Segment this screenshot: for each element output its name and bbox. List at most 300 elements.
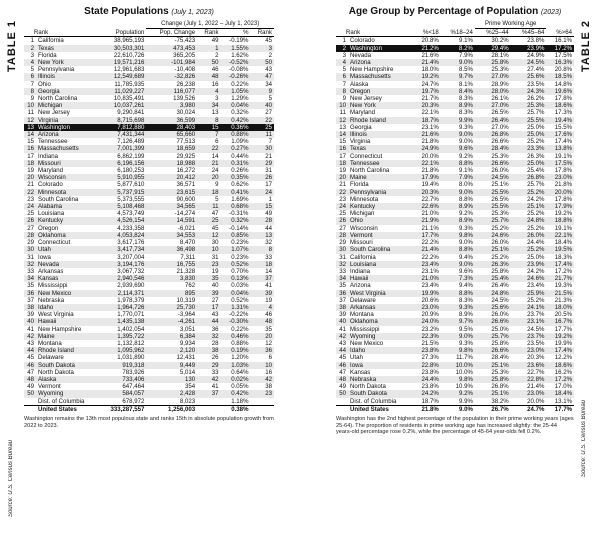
table-cell: -0.22%: [221, 311, 251, 318]
table-cell: 31: [336, 254, 348, 261]
table-cell: 10: [197, 246, 220, 253]
table1-col-percent-rank: Rank: [250, 29, 274, 37]
table-cell: 30.2%: [475, 37, 511, 45]
table-row: [24, 124, 274, 131]
table-cell: 19.2%: [546, 210, 574, 217]
table-cell: 2: [336, 45, 348, 52]
table-cell: 1.09%: [221, 138, 251, 145]
table-cell: 16.2%: [546, 369, 574, 376]
table-cell: 25.2%: [511, 189, 547, 196]
table-cell: 5: [250, 95, 274, 102]
table-cell: 4,526,154: [99, 217, 146, 224]
table-row: [336, 174, 574, 181]
table-cell: 9: [336, 95, 348, 102]
table-cell: 9.3%: [441, 124, 475, 131]
table1-note: Washington remains the 13th most populous state and ranks 15th in absolute population growth from 2022 to 2023.: [24, 415, 274, 429]
table2-col-rank: Rank: [336, 29, 413, 37]
table-row: [24, 167, 274, 174]
table-cell: 24.4%: [511, 239, 547, 246]
table-cell: 9.7%: [441, 73, 475, 80]
table-cell: 40: [336, 318, 348, 325]
table-cell: Arizona: [348, 59, 413, 66]
table-cell: Iowa: [348, 362, 413, 369]
table-cell: 42: [24, 333, 36, 340]
table-cell: 26.5%: [475, 109, 511, 116]
table-cell: 17: [250, 181, 274, 188]
table-cell: 14: [197, 153, 220, 160]
table-row: [336, 254, 574, 261]
table-cell: 4: [336, 59, 348, 66]
table-cell: [336, 398, 348, 406]
table-cell: New Jersey: [348, 95, 413, 102]
table-cell: 9.2%: [441, 210, 475, 217]
table-cell: 23: [197, 261, 220, 268]
table-cell: 19: [24, 167, 36, 174]
table-cell: 24.5%: [475, 174, 511, 181]
table-row: [24, 81, 274, 88]
table-cell: 16.1%: [546, 37, 574, 45]
table-cell: 4: [250, 304, 274, 311]
table-cell: 17.7%: [546, 326, 574, 333]
table-cell: Georgia: [36, 88, 99, 95]
table-cell: 139,526: [146, 95, 197, 102]
table-cell: 24.0%: [413, 318, 441, 325]
table-cell: 33: [197, 369, 220, 376]
table-cell: 3: [250, 45, 274, 52]
table-cell: 24.9%: [511, 52, 547, 59]
table-cell: 22.2%: [413, 254, 441, 261]
table-cell: 29.4%: [475, 45, 511, 52]
table-cell: Hawaii: [36, 318, 99, 325]
table1-col-rank: Rank: [24, 29, 99, 37]
table-cell: Tennessee: [348, 160, 413, 167]
table-cell: Hawaii: [348, 275, 413, 282]
table-cell: Tennessee: [36, 138, 99, 145]
table-cell: Kentucky: [348, 203, 413, 210]
table-cell: Pennsylvania: [36, 66, 99, 73]
table-cell: Wyoming: [36, 390, 99, 397]
table-cell: West Virginia: [348, 290, 413, 297]
table-cell: 37: [250, 275, 274, 282]
table-cell: 20.8%: [413, 37, 441, 45]
table-cell: New York: [36, 59, 99, 66]
table-cell: 15: [24, 138, 36, 145]
table-cell: 43: [24, 340, 36, 347]
table-cell: -0.08%: [221, 66, 251, 73]
table-cell: 333,287,557: [99, 405, 146, 413]
table-cell: Maryland: [348, 109, 413, 116]
table-cell: 26.4%: [475, 282, 511, 289]
table-cell: 24.5%: [475, 297, 511, 304]
table-cell: 18: [336, 160, 348, 167]
table-cell: 40: [250, 102, 274, 109]
table-cell: 13: [336, 124, 348, 131]
table-cell: 19.6%: [546, 88, 574, 95]
table-cell: 33: [250, 254, 274, 261]
table-cell: 23.0%: [511, 390, 547, 397]
table-cell: 26.7%: [475, 405, 511, 413]
table-cell: 9.6%: [441, 268, 475, 275]
table-cell: 19.1%: [546, 153, 574, 160]
table-cell: 3,051: [146, 326, 197, 333]
table-cell: 25.1%: [475, 246, 511, 253]
table-cell: 16: [197, 81, 220, 88]
table-row: [24, 340, 274, 347]
table-cell: 647,464: [99, 383, 146, 390]
table2-panel: [336, 6, 574, 436]
table-cell: 17: [197, 304, 220, 311]
table-cell: -10,408: [146, 66, 197, 73]
table-cell: 17.9%: [413, 174, 441, 181]
table-cell: 26.3%: [475, 261, 511, 268]
table-cell: 365,205: [146, 52, 197, 59]
table-cell: 21.3%: [546, 297, 574, 304]
table-cell: 10: [24, 102, 36, 109]
table-cell: 21.8%: [413, 167, 441, 174]
table-cell: 8.3%: [441, 297, 475, 304]
table-row: [24, 145, 274, 152]
table-cell: 8.9%: [441, 203, 475, 210]
table-cell: 0.38%: [221, 405, 251, 413]
table-cell: 36,599: [146, 117, 197, 124]
table-cell: 3,617,176: [99, 239, 146, 246]
table-cell: 22.3%: [413, 333, 441, 340]
table-cell: 23.9%: [511, 45, 547, 52]
table-row: [336, 45, 574, 52]
table-cell: 0.32%: [221, 109, 251, 116]
table-cell: 45: [250, 37, 274, 45]
table-cell: 23: [250, 390, 274, 397]
table-cell: 22: [250, 117, 274, 124]
table-cell: 8.3%: [441, 95, 475, 102]
table-cell: 21.6%: [413, 52, 441, 59]
table-row: [336, 37, 574, 45]
table-cell: Mississippi: [36, 282, 99, 289]
table-cell: 28: [197, 340, 220, 347]
table-cell: 25: [24, 210, 36, 217]
table-cell: 12: [336, 117, 348, 124]
table-cell: 8.3%: [441, 109, 475, 116]
table-cell: 44: [250, 225, 274, 232]
table-cell: 7.9%: [441, 174, 475, 181]
table-cell: 28: [336, 232, 348, 239]
table-row: [24, 225, 274, 232]
table-cell: 1.31%: [221, 304, 251, 311]
table-cell: Texas: [348, 145, 413, 152]
table-cell: 21: [336, 181, 348, 188]
table-row: [24, 66, 274, 73]
table-cell: 9.3%: [441, 304, 475, 311]
table-cell: 48: [250, 318, 274, 325]
table-cell: 0.42%: [221, 117, 251, 124]
table-cell: 11.7%: [441, 354, 475, 361]
table-cell: 25.7%: [475, 333, 511, 340]
table-cell: 50: [197, 59, 220, 66]
table-cell: 3,417,734: [99, 246, 146, 253]
table-cell: 36,498: [146, 246, 197, 253]
table-cell: 0.22%: [221, 326, 251, 333]
table-cell: 24.9%: [413, 145, 441, 152]
table-cell: 7.9%: [441, 52, 475, 59]
table-cell: 14: [336, 131, 348, 138]
table-cell: United States: [348, 405, 413, 413]
table-cell: 4,233,358: [99, 225, 146, 232]
table-cell: 26.6%: [475, 318, 511, 325]
table-cell: 18.4%: [546, 390, 574, 397]
table-cell: 1.07%: [221, 246, 251, 253]
table-cell: 2,428: [146, 390, 197, 397]
table-cell: 30: [250, 145, 274, 152]
table-cell: 23.0%: [546, 174, 574, 181]
table-cell: 48: [197, 73, 220, 80]
table-cell: 18.4%: [546, 239, 574, 246]
table-cell: Maine: [348, 174, 413, 181]
table-row: [336, 326, 574, 333]
table2-tab-label: TABLE 2: [580, 20, 592, 73]
table-cell: 8.4%: [441, 88, 475, 95]
table-cell: 23.0%: [413, 304, 441, 311]
table-cell: 4,573,749: [99, 210, 146, 217]
table-cell: 14: [250, 268, 274, 275]
table-cell: 15.5%: [546, 124, 574, 131]
table-cell: 43: [197, 311, 220, 318]
table2-col-over64: %>64: [546, 29, 574, 37]
table-cell: Dist. of Columbia: [348, 398, 413, 406]
table-row: [24, 268, 274, 275]
table-cell: 1,978,379: [99, 297, 146, 304]
table-cell: 26.3%: [511, 153, 547, 160]
table-row: [336, 268, 574, 275]
table-cell: 41: [250, 282, 274, 289]
table-cell: [250, 398, 274, 406]
table-cell: 24.1%: [511, 304, 547, 311]
table-cell: 473,453: [146, 45, 197, 52]
table-cell: 1,132,812: [99, 340, 146, 347]
table-cell: 584,057: [99, 390, 146, 397]
table-cell: 11,029,227: [99, 88, 146, 95]
table-cell: 0.42%: [221, 390, 251, 397]
table-cell: 2,120: [146, 347, 197, 354]
table-cell: 39: [24, 311, 36, 318]
table-cell: 5,877,610: [99, 181, 146, 188]
table-cell: 65,660: [146, 131, 197, 138]
table-cell: 0.88%: [221, 131, 251, 138]
table-cell: 5,737,915: [99, 189, 146, 196]
table-cell: 22: [336, 189, 348, 196]
table-cell: 9.0%: [441, 59, 475, 66]
table-cell: 17.7%: [546, 405, 574, 413]
table-cell: 8: [250, 246, 274, 253]
table-cell: 26.0%: [475, 239, 511, 246]
table-cell: Kansas: [36, 275, 99, 282]
table-cell: 6: [24, 73, 36, 80]
table-row: [24, 354, 274, 361]
table-cell: 25.4%: [511, 167, 547, 174]
table-cell: 24: [250, 189, 274, 196]
table-cell: 31: [24, 254, 36, 261]
table1-source: Source: U.S. Census Bureau: [8, 440, 14, 518]
table-cell: 25.1%: [511, 203, 547, 210]
table-cell: Montana: [36, 340, 99, 347]
table-cell: 43: [336, 340, 348, 347]
table1-tab-label: TABLE 1: [6, 20, 18, 73]
table-cell: 24.4%: [413, 376, 441, 383]
table-cell: 21.2%: [413, 45, 441, 52]
table-row: [24, 297, 274, 304]
table-row: [336, 297, 574, 304]
table-cell: 4: [197, 88, 220, 95]
table-cell: Maine: [36, 333, 99, 340]
table-cell: 20: [24, 174, 36, 181]
table-cell: 17.2%: [546, 376, 574, 383]
table-cell: 25.6%: [475, 304, 511, 311]
table-cell: 19,571,216: [99, 59, 146, 66]
table-cell: 17.4%: [546, 138, 574, 145]
table-cell: 1.29%: [221, 95, 251, 102]
table-cell: 8,023: [146, 398, 197, 406]
table-cell: Delaware: [348, 297, 413, 304]
table-row: [24, 174, 274, 181]
table-cell: 26.6%: [475, 347, 511, 354]
table-row: [336, 398, 574, 406]
table1-change-header: Change (July 1, 2022 – July 1, 2023): [146, 21, 274, 29]
table-cell: 8.8%: [441, 196, 475, 203]
table-row: [24, 102, 274, 109]
table-cell: 10.9%: [441, 383, 475, 390]
table-row: [24, 196, 274, 203]
table-cell: 16,272: [146, 167, 197, 174]
table-cell: 36: [250, 347, 274, 354]
table-row: [24, 117, 274, 124]
table-cell: Wyoming: [348, 333, 413, 340]
table-cell: Florida: [348, 181, 413, 188]
table-cell: 44: [197, 318, 220, 325]
table-cell: -6,021: [146, 225, 197, 232]
table-cell: 9.9%: [441, 398, 475, 406]
table-cell: 1,435,138: [99, 318, 146, 325]
table-cell: 23.7%: [511, 333, 547, 340]
table-row: [24, 37, 274, 45]
table-cell: 42: [250, 376, 274, 383]
table-cell: Iowa: [36, 254, 99, 261]
table-cell: 25.0%: [511, 131, 547, 138]
table-cell: 30: [336, 246, 348, 253]
table2-source: Source: U.S. Census Bureau: [581, 400, 587, 478]
table-cell: 34,565: [146, 203, 197, 210]
table-cell: 5: [197, 196, 220, 203]
table-cell: 15: [336, 138, 348, 145]
table-cell: 23.1%: [413, 268, 441, 275]
table-cell: 36: [197, 326, 220, 333]
table-row: [24, 275, 274, 282]
table-cell: 22.8%: [511, 376, 547, 383]
table-cell: 9.0%: [441, 189, 475, 196]
table-row: [336, 160, 574, 167]
table-cell: South Carolina: [36, 196, 99, 203]
table-cell: 38: [336, 304, 348, 311]
table-cell: 9: [24, 95, 36, 102]
table-cell: 25.8%: [475, 59, 511, 66]
table-cell: Minnesota: [348, 196, 413, 203]
table-cell: Delaware: [36, 354, 99, 361]
table-cell: 0.23%: [221, 239, 251, 246]
table-row: [24, 153, 274, 160]
table-cell: 17.6%: [546, 131, 574, 138]
table-cell: [336, 405, 348, 413]
table-cell: 17.4%: [546, 261, 574, 268]
table-row: [336, 66, 574, 73]
table-cell: 34: [336, 275, 348, 282]
table-cell: 38,965,193: [99, 37, 146, 45]
table-row: [24, 73, 274, 80]
table-cell: 20: [197, 174, 220, 181]
table-cell: 21.6%: [413, 131, 441, 138]
table-cell: 895: [146, 290, 197, 297]
table-cell: Rhode Island: [36, 347, 99, 354]
table-cell: 20.3%: [511, 354, 547, 361]
table1-panel: [24, 6, 274, 429]
table-cell: 22.1%: [546, 232, 574, 239]
table-row: [336, 109, 574, 116]
table-row: [336, 196, 574, 203]
table-cell: 24.2%: [511, 196, 547, 203]
table1-title-text: State Populations: [84, 6, 169, 17]
table-cell: 19.2%: [413, 73, 441, 80]
table-cell: 23: [336, 196, 348, 203]
table-cell: 9.0%: [441, 131, 475, 138]
table-cell: North Carolina: [348, 167, 413, 174]
table-row: [24, 333, 274, 340]
table-cell: 6,196,156: [99, 160, 146, 167]
table2-title: [336, 6, 574, 17]
table-cell: 9.5%: [441, 326, 475, 333]
table-cell: 8.8%: [441, 246, 475, 253]
table2-group-header-row: [336, 21, 574, 29]
table-cell: 25.1%: [475, 390, 511, 397]
table-cell: New Mexico: [36, 290, 99, 297]
table-cell: 7: [197, 131, 220, 138]
table-row: [336, 362, 574, 369]
table-cell: 11,785,935: [99, 81, 146, 88]
table-cell: [24, 405, 36, 413]
table-cell: 1: [24, 37, 36, 45]
table-cell: 25.2%: [511, 138, 547, 145]
table-cell: Utah: [348, 354, 413, 361]
table-cell: 23.0%: [511, 347, 547, 354]
table-cell: 9.7%: [441, 318, 475, 325]
table-cell: 34,553: [146, 232, 197, 239]
table-cell: 28.9%: [475, 81, 511, 88]
table-cell: United States: [36, 405, 99, 413]
table-cell: 7,812,880: [99, 124, 146, 131]
table-cell: 1.62%: [221, 52, 251, 59]
table2-title-text: Age Group by Percentage of Population: [348, 6, 539, 17]
table-cell: 18.7%: [413, 398, 441, 406]
table-cell: 5,910,955: [99, 174, 146, 181]
table-cell: 38: [197, 347, 220, 354]
table-cell: 42: [336, 333, 348, 340]
table-cell: 18.0%: [546, 304, 574, 311]
table-cell: 43: [250, 66, 274, 73]
table-cell: 10,835,491: [99, 95, 146, 102]
table-cell: 9.0%: [441, 138, 475, 145]
table-cell: 13.8%: [546, 145, 574, 152]
table-cell: Vermont: [36, 383, 99, 390]
table-cell: 24.8%: [475, 290, 511, 297]
table-cell: 25.1%: [475, 181, 511, 188]
table-cell: 24.3%: [511, 88, 547, 95]
table-cell: 2,939,690: [99, 282, 146, 289]
